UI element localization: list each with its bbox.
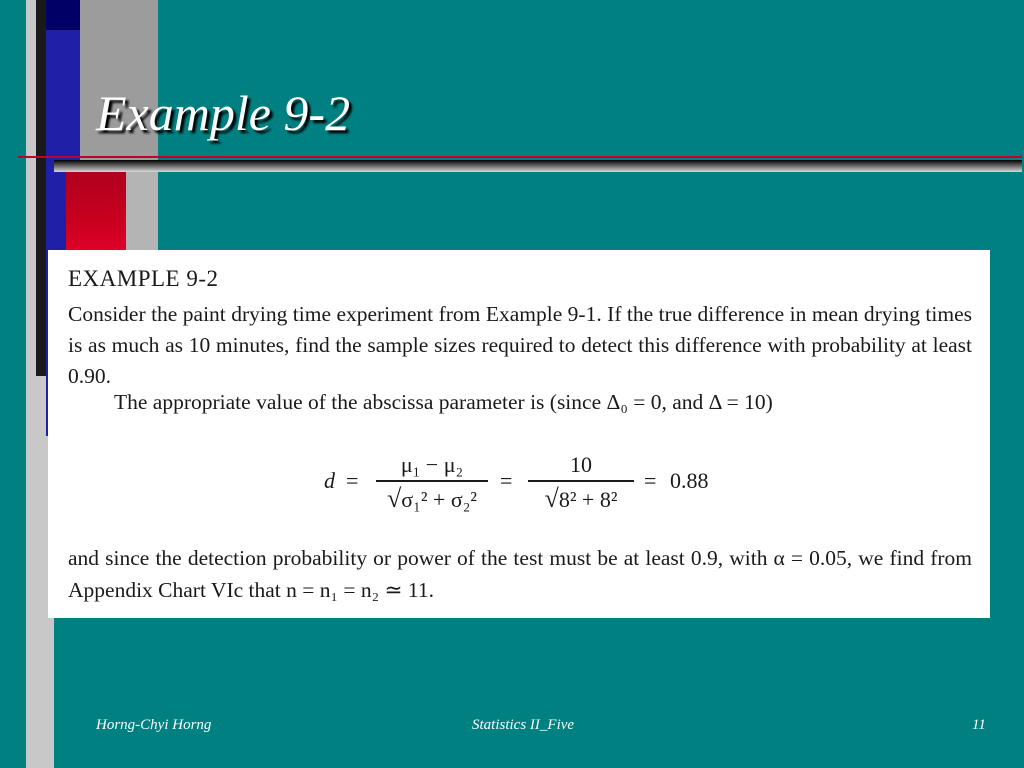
eq-denominator-1 — [376, 482, 488, 514]
title-rule-red — [18, 156, 1022, 158]
conclusion-sentence: and since the detection probability or power of the test must be at least 0.9, with α = 0.05, we find from Appendix Chart VIc that n = n₁ = n₂ ≃ 11. — [68, 546, 972, 602]
eq-result: 0.88 — [670, 468, 709, 493]
decor-bar-navy — [46, 0, 80, 30]
eq-lhs: d — [324, 468, 335, 493]
decor-bar-silver-lower — [126, 172, 158, 252]
eq-numerator-2: 10 — [570, 452, 592, 477]
abscissa-sentence: The appropriate value of the abscissa parameter is (since Δ₀ = 0, and Δ = 10) — [114, 390, 773, 414]
eq-fraction-2 — [528, 450, 634, 514]
eq-numerator-1: μ₁ − μ₂ — [400, 452, 464, 477]
eq-denominator-2-text: 8² + 8² — [558, 487, 618, 512]
eq-denominator-1-text: σ₁² + σ₂² — [401, 487, 477, 512]
eq-equals-1: = — [346, 468, 359, 493]
decor-bar-red — [66, 172, 126, 252]
footer-page-number: 11 — [972, 717, 986, 733]
title-rule-shadow — [54, 160, 1022, 172]
decor-bar-dark — [36, 0, 46, 376]
example-heading: EXAMPLE 9-2 — [68, 266, 219, 291]
eq-denominator-2 — [528, 482, 634, 514]
problem-statement: Consider the paint drying time experiment from Example 9-1. If the true difference in mean drying times is as much as 10 minutes, find the sample sizes required to detect this difference with probability at least 0.90. — [68, 302, 972, 388]
textbook-excerpt — [48, 250, 990, 618]
sqrt-symbol: √ — [387, 484, 402, 513]
sqrt-symbol: √ — [544, 484, 559, 513]
eq-equals-3: = — [644, 468, 657, 493]
footer-author: Horng-Chyi Horng — [96, 717, 212, 733]
footer-course: Statistics II_Five — [472, 717, 575, 733]
eq-equals-2: = — [500, 468, 513, 493]
eq-fraction-1 — [376, 450, 488, 514]
slide-title: Example 9-2 — [96, 85, 351, 141]
